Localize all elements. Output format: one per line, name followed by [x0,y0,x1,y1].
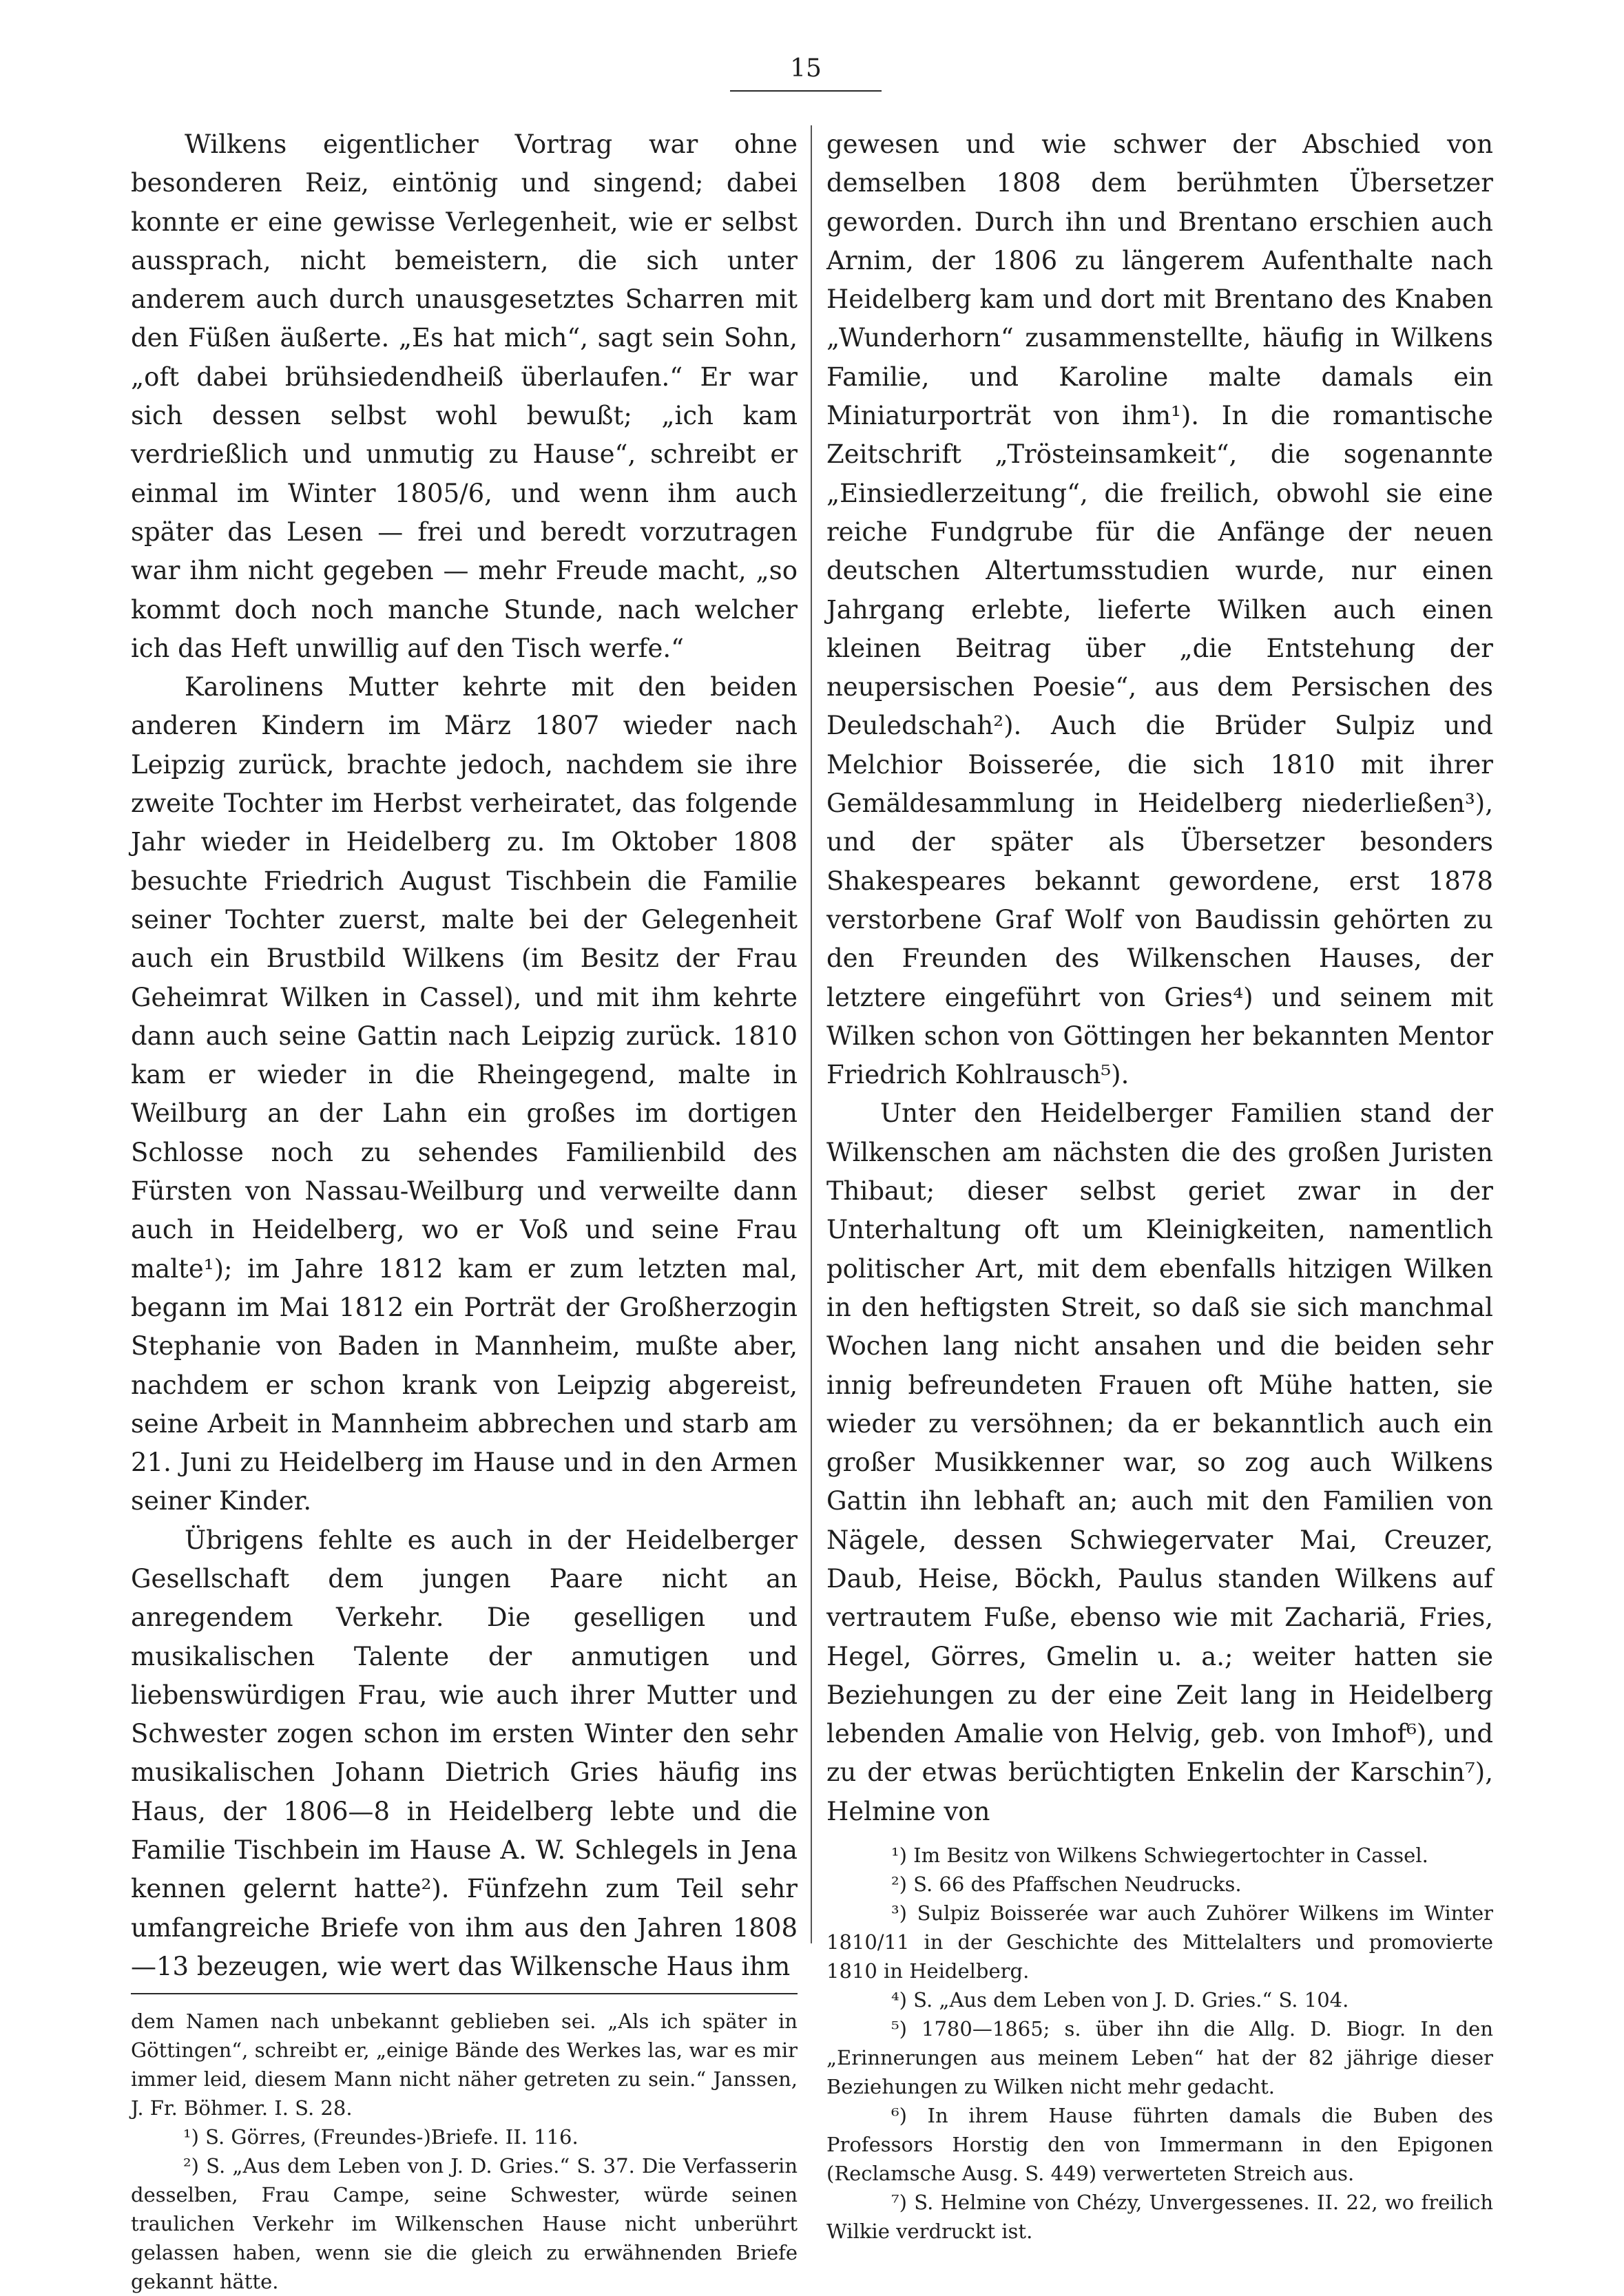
footnote-left-1: ¹) S. Görres, (Freundes-)Briefe. II. 116. [183,2125,579,2149]
footnote-right-6: ⁶) In ihrem Hause führten damals die Buben des Professors Horstig den von Immermann in den Epigonen (Reclamsche Ausg. S. 449) verwerteten Streich aus. [826,2104,1493,2186]
left-footnote-rule [131,1993,798,1994]
column-divider [811,125,812,1943]
footnote-right-7: ⁷) S. Helmine von Chézy, Unvergessenes. II. 22, wo freilich Wilkie verdruckt ist. [826,2191,1493,2244]
header-rule [730,90,882,92]
footnote-right-1: ¹) Im Besitz von Wilkens Schwiegertochter in Cassel. [891,1844,1428,1868]
right-main-text [826,125,1493,1831]
footnote-right-2: ²) S. 66 des Pfaffschen Neudrucks. [891,1872,1242,1897]
right-paragraph-1: gewesen und wie schwer der Abschied von demselben 1808 dem berühmten Übersetzer geworden. Durch ihn und Brentano erschien auch Arnim, der 1806 zu längerem Aufenthalte nach Heidelberg kam und dort mit Brentano des Knaben „Wunderhorn“ zusammenstellte, häufig in Wilkens Familie, und Karoline malte damals ein Miniaturporträt von ihm¹). In die romantische Zeitschrift „Trösteinsamkeit“, die sogenannte „Einsiedlerzeitung“, die freilich, obwohl sie eine reiche Fundgrube für die Anfänge der neuen deutschen Altertumsstudien wurde, nur einen Jahrgang erlebte, lieferte Wilken auch einen kleinen Beitrag über „die Entstehung der neupersischen Poesie“, aus dem Persischen des Deuledschah²). Auch die Brüder Sulpiz und Melchior Boisserée, die sich 1810 mit ihrer Gemäldesammlung in Heidelberg niederließen³), und der später als Übersetzer besonders Shakespeares bekannt gewordene, erst 1878 verstorbene Graf Wolf von Baudissin gehörten zu den Freunden des Wilkenschen Hauses, der letztere eingeführt von Gries⁴) und seinem mit Wilken schon von Göttingen her bekannten Mentor Friedrich Kohlrausch⁵). [826,129,1493,1090]
left-footnotes [131,2007,798,2296]
footnote-right-3: ³) Sulpiz Boisserée war auch Zuhörer Wilkens im Winter 1810/11 in der Geschichte des Mittelalters und promovierte 1810 in Heidelberg. [826,1901,1493,1983]
left-main-text [131,125,798,1986]
left-paragraph-1: Wilkens eigentlicher Vortrag war ohne besonderen Reiz, eintönig und singend; dabei konnte er eine gewisse Verlegenheit, wie er selbst aussprach, nicht bemeistern, die sich unter anderem auch durch unausgesetztes Scharren mit den Füßen äußerte. „Es hat mich“, sagt sein Sohn, „oft dabei brühsiedendheiß überlaufen.“ Er war sich dessen selbst wohl bewußt; „ich kam verdrießlich und unmutig zu Hause“, schreibt er einmal im Winter 1805/6, und wenn ihm auch später das Lesen — frei und beredt vorzutragen war ihm nicht gegeben — mehr Freude macht, „so kommt doch noch manche Stunde, nach welcher ich das Heft unwillig auf den Tisch werfe.“ [131,129,798,663]
right-column [826,125,1493,2246]
left-column [131,125,798,2296]
left-paragraph-3: Übrigens fehlte es auch in der Heidelberger Gesellschaft dem jungen Paare nicht an anregendem Verkehr. Die geselligen und musikalischen Talente der anmutigen und liebenswürdigen Frau, wie auch ihrer Mutter und Schwester zogen schon im ersten Winter den sehr musikalischen Johann Dietrich Gries häufig ins Haus, der 1806—8 in Heidelberg lebte und die Familie Tischbein im Hause A. W. Schlegels in Jena kennen gelernt hatte²). Fünfzehn zum Teil sehr umfangreiche Briefe von ihm aus den Jahren 1808—13 bezeugen, wie wert das Wilkensche Haus ihm [131,1525,798,1981]
footnote-left-2: ²) S. „Aus dem Leben von J. D. Gries.“ S. 37. Die Verfasserin desselben, Frau Campe, seine Schwester, würde seinen traulichen Verkehr im Wilkenschen Hause nicht unberührt gelassen haben, wenn sie die gleich zu erwähnenden Briefe gekannt hätte. [131,2154,798,2294]
footnote-continuation: dem Namen nach unbekannt geblieben sei. „Als ich später in Göttingen“, schreibt er, „einige Bände des Werkes las, war es mir immer leid, diesem Mann nicht näher getreten zu sein.“ Janssen, J. Fr. Böhmer. I. S. 28. [131,2010,798,2120]
right-paragraph-2: Unter den Heidelberger Familien stand der Wilkenschen am nächsten die des großen Juristen Thibaut; dieser selbst geriet zwar in der Unterhaltung oft um Kleinigkeiten, namentlich politischer Art, mit dem ebenfalls hitzigen Wilken in den heftigsten Streit, so daß sie sich manchmal Wochen lang nicht ansahen und die beiden sehr innig befreundeten Frauen oft Mühe hatten, sie wieder zu versöhnen; da er bekanntlich auch ein großer Musikkenner war, so zog auch Wilkens Gattin ihn lebhaft an; auch mit den Familien von Nägele, dessen Schwiegervater Mai, Creuzer, Daub, Heise, Böckh, Paulus standen Wilkens auf vertrautem Fuße, ebenso wie mit Zachariä, Fries, Hegel, Görres, Gmelin u. a.; weiter hatten sie Beziehungen zu der eine Zeit lang in Heidelberg lebenden Amalie von Helvig, geb. von Imhof⁶), und zu der etwas berüchtigten Enkelin der Karschin⁷), Helmine von [826,1098,1493,1826]
left-paragraph-2: Karolinens Mutter kehrte mit den beiden anderen Kindern im März 1807 wieder nach Leipzig zurück, brachte jedoch, nachdem sie ihre zweite Tochter im Herbst verheiratet, das folgende Jahr wieder in Heidelberg zu. Im Oktober 1808 besuchte Friedrich August Tischbein die Familie seiner Tochter zuerst, malte bei der Gelegenheit auch ein Brustbild Wilkens (im Besitz der Frau Geheimrat Wilken in Cassel), und mit ihm kehrte dann auch seine Gattin nach Leipzig zurück. 1810 kam er wieder in die Rheingegend, malte in Weilburg an der Lahn ein großes im dortigen Schlosse noch zu sehendes Familienbild des Fürsten von Nassau-Weilburg und verweilte dann auch in Heidelberg, wo er Voß und seine Frau malte¹); im Jahre 1812 kam er zum letzten mal, begann im Mai 1812 ein Porträt der Großherzogin Stephanie von Baden in Mannheim, mußte aber, nachdem er schon krank von Leipzig abgereist, seine Arbeit in Mannheim abbrechen und starb am 21. Juni zu Heidelberg im Hause und in den Armen seiner Kinder. [131,672,798,1516]
footnote-right-4: ⁴) S. „Aus dem Leben von J. D. Gries.“ S. 104. [891,1988,1349,2012]
right-footnotes [826,1841,1493,2246]
page-number: 15 [790,54,822,83]
footnote-right-5: ⁵) 1780—1865; s. über ihn die Allg. D. Biogr. In den „Erinnerungen aus meinem Leben“ hat der 82 jährige dieser Beziehungen zu Wilken nicht mehr gedacht. [826,2017,1493,2099]
